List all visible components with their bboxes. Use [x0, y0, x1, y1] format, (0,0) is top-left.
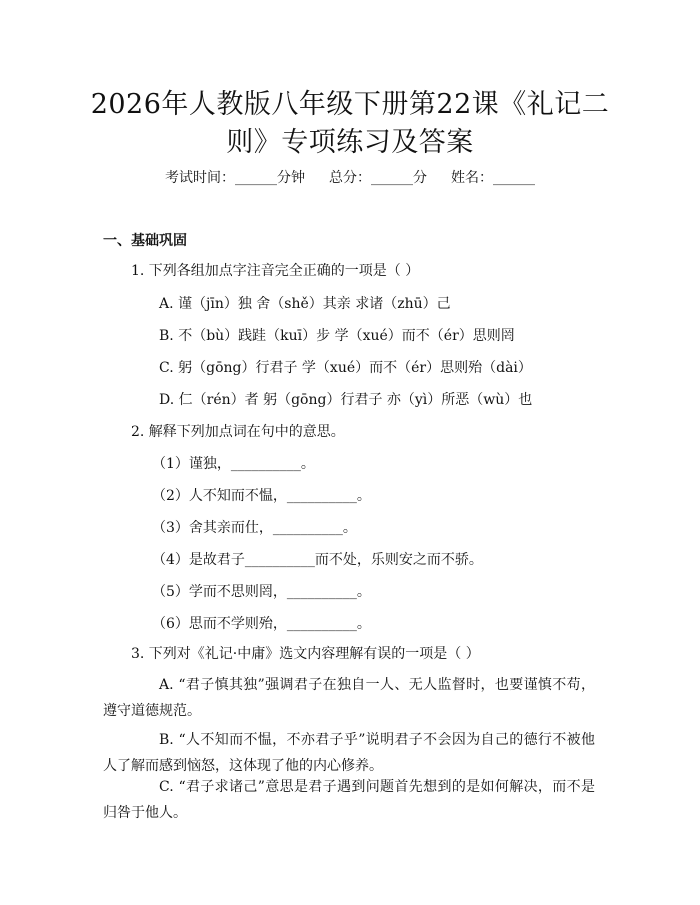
question-3-option-c: C. “君子求诸己”意思是君子遇到问题首先想到的是如何解决，而不是归咎于他人。 [103, 779, 595, 821]
question-2-item-5: （5）学而不思则罔，__________。 [152, 584, 371, 600]
question-1-option-b: B. 不（bù）践跬（kuī）步 学（xué）而不（ér）思则罔 [159, 328, 515, 344]
page-title: 2026年人教版八年级下册第22课《礼记二则》专项练习及答案 [90, 89, 610, 158]
question-2-item-3: （3）舍其亲而仕，__________。 [152, 520, 357, 536]
section-heading-basics: 一、基础巩固 [103, 233, 187, 249]
question-3-option-b: B. “人不知而不愠，不亦君子乎”说明君子不会因为自己的德行不被他人了解而感到恼怒，这体现了他的内心修养。 [103, 732, 595, 774]
student-name-field: 姓名：______ [451, 170, 535, 186]
question-2-item-6: （6）思而不学则殆，__________。 [152, 616, 371, 632]
question-2-item-4: （4）是故君子__________而不处，乐则安之而不骄。 [152, 552, 483, 568]
question-3-stem: 3. 下列对《礼记·中庸》选文内容理解有误的一项是（ ） [131, 646, 480, 662]
question-2-item-2: （2）人不知而不愠，__________。 [152, 488, 371, 504]
question-3-option-a: A. “君子慎其独”强调君子在独自一人、无人监督时，也要谨慎不苟，遵守道德规范。 [103, 677, 595, 719]
total-score-field: 总分：______分 [329, 170, 427, 186]
exam-time-field: 考试时间：______分钟 [165, 170, 305, 186]
question-1-option-a: A. 谨（jīn）独 舍（shě）其亲 求诸（zhū）己 [159, 296, 451, 312]
question-1-option-c: C. 躬（gōng）行君子 学（xué）而不（ér）思则殆（dài） [159, 360, 532, 376]
question-1-option-d: D. 仁（rén）者 躬（gōng）行君子 亦（yì）所恶（wù）也 [159, 392, 533, 408]
question-2-item-1: （1）谨独，__________。 [152, 456, 315, 472]
exam-info-line [0, 168, 700, 188]
question-2-stem: 2. 解释下列加点词在句中的意思。 [131, 424, 345, 440]
question-1-stem: 1. 下列各组加点字注音完全正确的一项是（ ） [131, 263, 420, 279]
